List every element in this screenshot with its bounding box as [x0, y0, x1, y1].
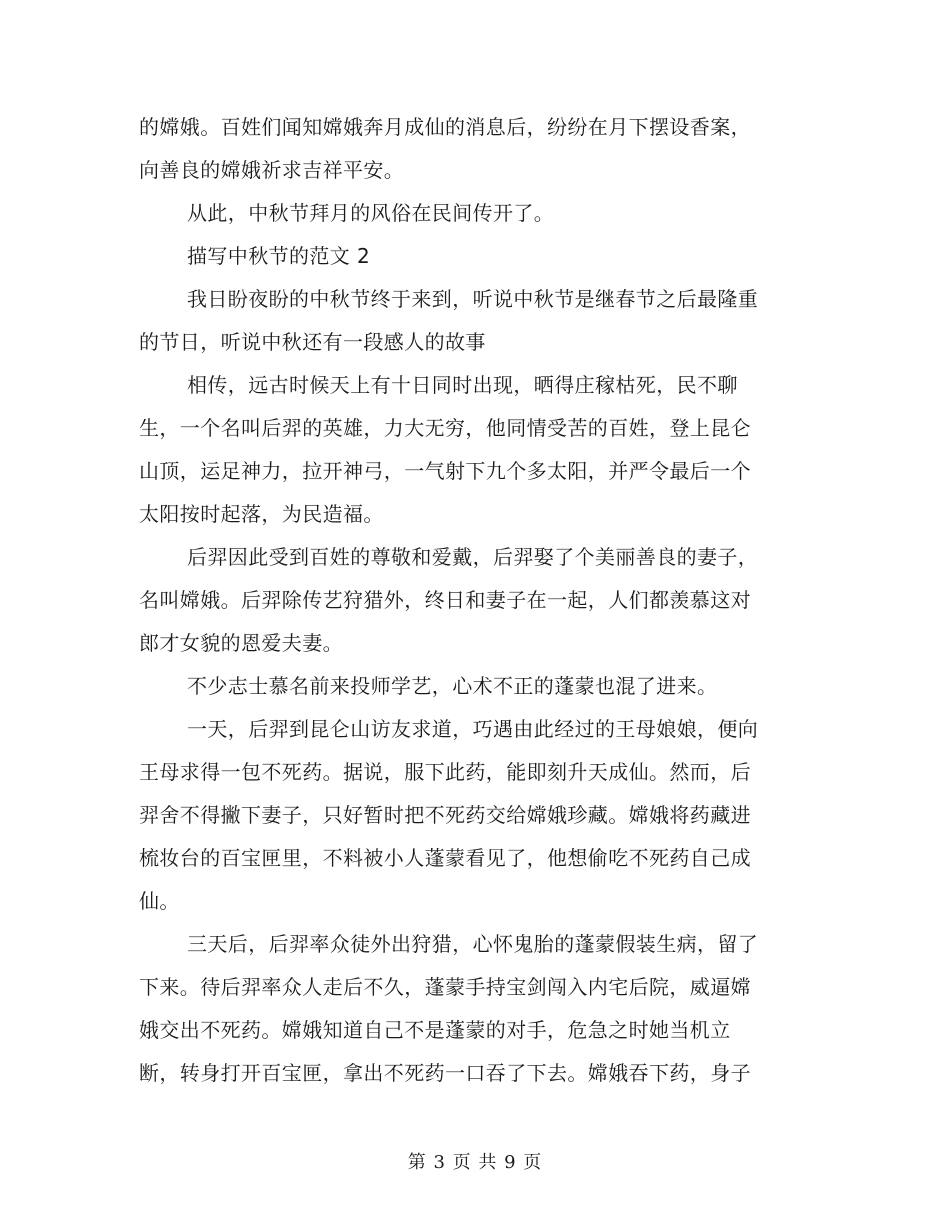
- paragraph-line: 下来。待后羿率众人走后不久，蓬蒙手持宝剑闯入内宅后院，威逼嫦: [139, 975, 751, 999]
- paragraph-line: 郎才女貌的恩爱夫妻。: [139, 631, 343, 655]
- paragraph-line: 羿舍不得撇下妻子，只好暂时把不死药交给嫦娥珍藏。嫦娥将药藏进: [139, 803, 751, 827]
- paragraph-line: 太阳按时起落，为民造福。: [139, 502, 384, 526]
- paragraph-line: 后羿因此受到百姓的尊敬和爱戴，后羿娶了个美丽善良的妻子，: [187, 545, 759, 569]
- paragraph-line: 王母求得一包不死药。据说，服下此药，能即刻升天成仙。然而，后: [139, 760, 751, 784]
- paragraph-line: 梳妆台的百宝匣里，不料被小人蓬蒙看见了，他想偷吃不死药自己成: [139, 846, 751, 870]
- page-number-footer: 第 3 页 共 9 页: [407, 1152, 543, 1173]
- section-heading: 描写中秋节的范文 2: [187, 244, 371, 268]
- paragraph-line: 向善良的嫦娥祈求吉祥平安。: [139, 158, 405, 182]
- paragraph-line: 仙。: [139, 889, 180, 913]
- paragraph-line: 娥交出不死药。嫦娥知道自己不是蓬蒙的对手，危急之时她当机立: [139, 1018, 731, 1042]
- paragraph-line: 从此，中秋节拜月的风俗在民间传开了。: [187, 201, 555, 225]
- paragraph-line: 三天后，后羿率众徒外出狩猎，心怀鬼胎的蓬蒙假装生病，留了: [187, 932, 759, 956]
- paragraph-line: 相传，远古时候天上有十日同时出现，晒得庄稼枯死，民不聊: [187, 373, 738, 397]
- paragraph-line: 我日盼夜盼的中秋节终于来到，听说中秋节是继春节之后最隆重: [187, 287, 759, 311]
- paragraph-line: 的嫦娥。百姓们闻知嫦娥奔月成仙的消息后，纷纷在月下摆设香案，: [139, 115, 751, 139]
- paragraph-line: 生，一个名叫后羿的英雄，力大无穷，他同情受苦的百姓，登上昆仑: [139, 416, 751, 440]
- paragraph-line: 一天，后羿到昆仑山访友求道，巧遇由此经过的王母娘娘，便向: [187, 717, 759, 741]
- paragraph-line: 名叫嫦娥。后羿除传艺狩猎外，终日和妻子在一起，人们都羡慕这对: [139, 588, 751, 612]
- paragraph-line: 山顶，运足神力，拉开神弓，一气射下九个多太阳，并严令最后一个: [139, 459, 751, 483]
- paragraph-line: 的节日，听说中秋还有一段感人的故事: [139, 330, 486, 354]
- paragraph-line: 不少志士慕名前来投师学艺，心术不正的蓬蒙也混了进来。: [187, 674, 718, 698]
- paragraph-line: 断，转身打开百宝匣，拿出不死药一口吞了下去。嫦娥吞下药，身子: [139, 1061, 751, 1085]
